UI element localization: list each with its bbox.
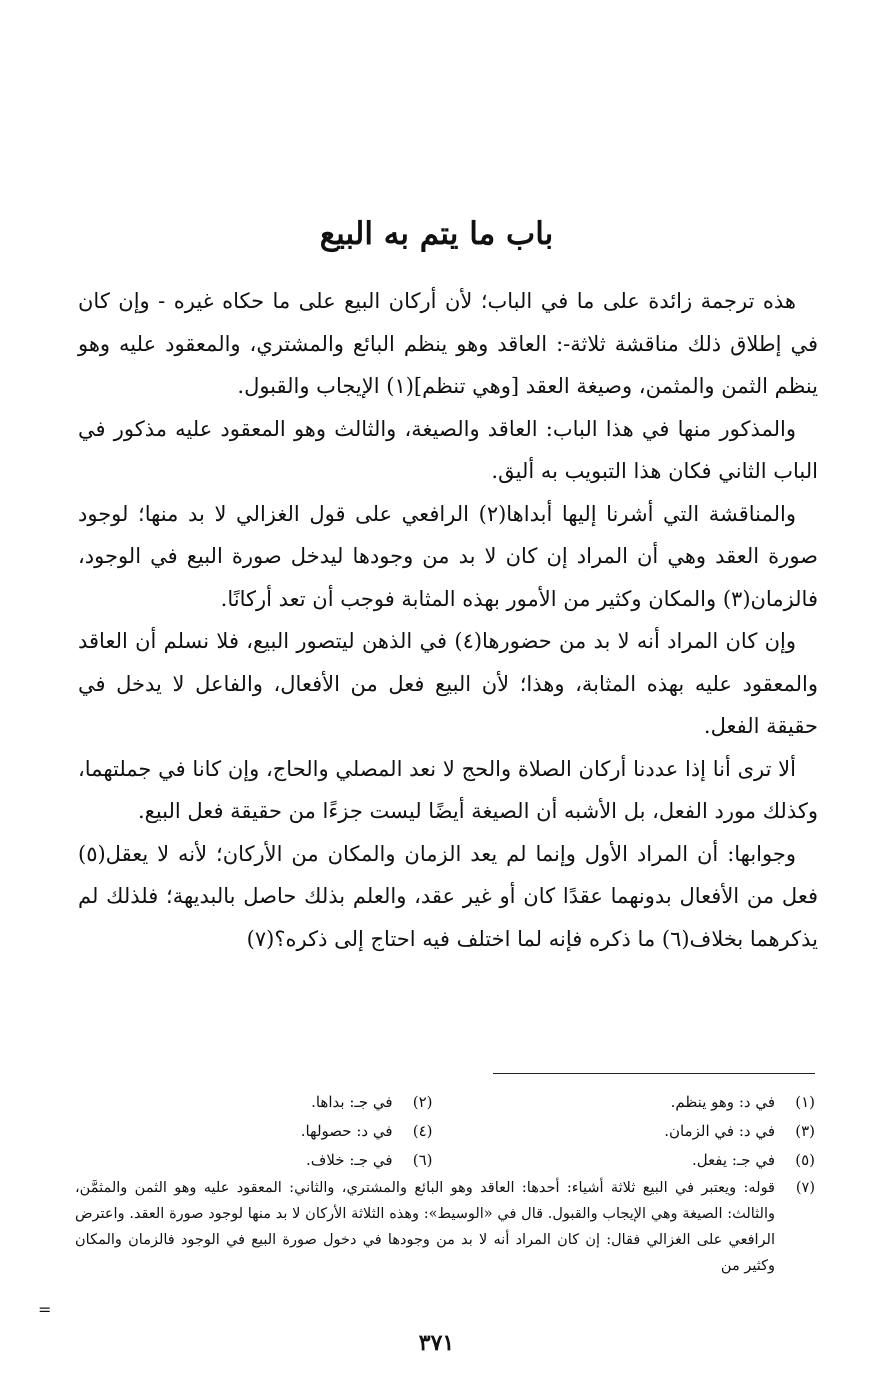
continuation-mark: =: [38, 1300, 52, 1319]
footnote: [453, 1117, 816, 1146]
main-text: [78, 280, 818, 960]
footnote: [70, 1146, 433, 1175]
footnote-number: (٤): [412, 1122, 433, 1140]
footnote: [453, 1088, 816, 1117]
footnote: [70, 1088, 433, 1117]
footnote-number: (٧): [795, 1180, 815, 1196]
footnotes: [70, 1088, 815, 1279]
footnote-text: في جـ: يفعل.: [691, 1151, 775, 1169]
paragraph: هذه ترجمة زائدة على ما في الباب؛ لأن أركان البيع على ما حكاه غيره - وإن كان في إطلاق ذلك مناقشة ثلاثة-: العاقد وهو ينظم البائع والمشتري، والمعقود عليه وهو ينظم الثمن والمثمن، وصيغة العقد [وهي تنظم](١) الإيجاب والقبول.: [78, 289, 818, 398]
paragraph: والمناقشة التي أشرنا إليها أبداها(٢) الرافعي على قول الغزالي لا بد منها؛ لوجود صورة العقد وهي أن المراد إن كان لا بد من وجودها ليدخل صورة البيع في الوجود، فالزمان(٣) والمكان وكثير من الأمور بهذه المثابة فوجب أن تعد أركانًا.: [78, 501, 818, 611]
footnote: [70, 1117, 433, 1146]
footnote: [453, 1146, 816, 1175]
footnote-number: (٥): [795, 1151, 815, 1169]
footnote-text: قوله: ويعتبر في البيع ثلاثة أشياء: أحدها: العاقد وهو البائع والمشتري، والثاني: المعقود عليه وهو الثمن والمثمَّن، والثالث: الصيغة وهي الإيجاب والقبول. قال في «الوسيط»: وهذه الثلاثة الأركان لا بد منها لوجود صورة العقد. واعترض الرافعي على الغزالي فقال: إن كان المراد أنه لا بد من وجودها في دخول صورة البيع في الوجود فالزمان والمكان وكثير من: [75, 1180, 775, 1274]
footnote-text: في د: وهو ينظم.: [670, 1093, 775, 1111]
chapter-title: باب ما يتم به البيع: [319, 216, 554, 252]
footnote-number: (٢): [412, 1093, 433, 1111]
paragraph: والمذكور منها في هذا الباب: العاقد والصيغة، والثالث وهو المعقود عليه مذكور في الباب الثاني فكان هذا التبويب به أليق.: [78, 416, 818, 483]
page-number: ٣٧١: [418, 1330, 455, 1356]
paragraph: وجوابها: أن المراد الأول وإنما لم يعد الزمان والمكان من الأركان؛ لأنه لا يعقل(٥) فعل من الأفعال بدونهما عقدًا كان أو غير عقد، والعلم بذلك حاصل بالبديهة؛ فلذلك لم يذكرهما بخلاف(٦) ما ذكره فإنه لما اختلف فيه احتاج إلى ذكره؟(٧): [78, 841, 818, 951]
footnote-text: في د: في الزمان.: [664, 1122, 775, 1140]
footnote-long: [70, 1175, 815, 1279]
footnote-text: في جـ: خلاف.: [306, 1151, 393, 1169]
paragraph: ألا ترى أنا إذا عددنا أركان الصلاة والحج لا نعد المصلي والحاج، وإن كانا في جملتهما، وكذلك مورد الفعل، بل الأشبه أن الصيغة أيضًا ليست جزءًا من حقيقة فعل البيع.: [78, 756, 818, 823]
footnote-text: في جـ: بداها.: [311, 1093, 393, 1111]
paragraph: وإن كان المراد أنه لا بد من حضورها(٤) في الذهن ليتصور البيع، فلا نسلم أن العاقد والمعقود عليه بهذه المثابة، وهذا؛ لأن البيع فعل من الأفعال، والفاعل لا يدخل في حقيقة الفعل.: [78, 629, 818, 738]
footnote-text: في د: حصولها.: [300, 1122, 393, 1140]
footnote-number: (١): [795, 1093, 815, 1111]
footnote-number: (٣): [795, 1122, 815, 1140]
footnote-number: (٦): [412, 1151, 433, 1169]
footnote-divider: [493, 1073, 815, 1074]
